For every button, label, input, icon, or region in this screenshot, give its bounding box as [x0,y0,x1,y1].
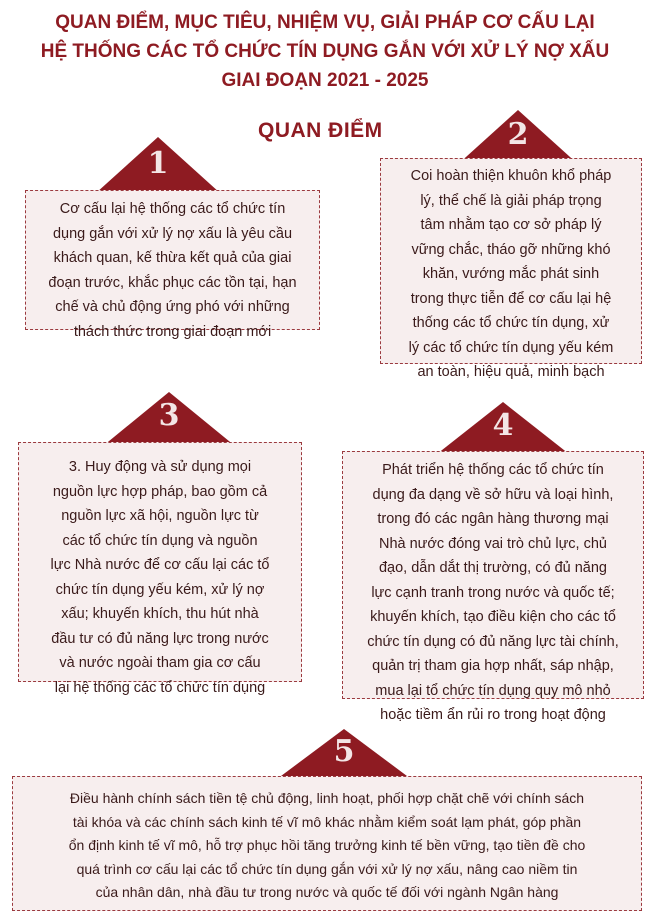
item-1-line: thách thức trong giai đoạn mới [73,323,272,340]
item-3-line: nguồn lực xã hội, nguồn lực từ [61,508,259,524]
page-title [10,8,640,95]
item-5-line: của nhân dân, nhà đầu tư trong nước và quốc tế đối với ngành Ngân hàng [95,884,559,900]
item-4-line: hoặc tiềm ẩn rủi ro trong hoạt động [380,707,606,723]
item-5-line: quá trình cơ cấu lại các tổ chức tín dụng gắn với xử lý nợ xấu, nâng cao niềm tin [76,860,578,877]
item-4-line: dụng đa dạng về sở hữu và loại hình, [372,486,614,503]
item-4-line: Nhà nước đóng vai trò chủ lực, chủ [378,535,607,552]
item-4-box [342,451,644,723]
item-5-line: Điều hành chính sách tiền tệ chủ động, linh hoạt, phối hợp chặt chẽ với chính sách [69,790,585,806]
item-1-line: dụng gắn với xử lý nợ xấu là yêu cầu [52,225,293,242]
item-1-line: khách quan, kế thừa kết quả của giai [53,250,292,266]
item-2-line: lý, thể chế là giải pháp trọng [420,192,602,209]
item-3-box [18,442,302,696]
number-4: 4 [492,408,514,443]
item-1-box [25,190,320,340]
item-4-line: khuyến khích, tạo điều kiện cho các tổ [370,609,616,625]
item-3-line: chức tín dụng yếu kém, xử lý nợ [55,581,265,598]
item-4-line: quản trị tham gia hợp nhất, sáp nhập, [372,658,614,674]
title-line-3: GIAI ĐOẠN 2021 - 2025 [221,70,429,91]
item-3-line: xấu; khuyến khích, thu hút nhà [61,606,259,622]
number-1: 1 [147,146,169,181]
item-4-line: mua lại tổ chức tín dụng quy mô nhỏ [375,682,611,699]
item-4-line: Phát triển hệ thống các tổ chức tín [382,462,604,478]
item-2-line: an toàn, hiệu quả, minh bạch [417,364,605,380]
item-3-line: và nước ngoài tham gia cơ cấu [59,655,261,671]
item-2-line: thống các tổ chức tín dụng, xử [412,315,610,331]
item-1-line: Cơ cấu lại hệ thống các tổ chức tín [59,201,286,217]
number-5: 5 [333,734,355,769]
item-2-line: khăn, vướng mắc phát sinh [422,266,600,282]
item-1-line: chế và chủ động ứng phó với những [55,299,290,315]
item-5-line: ổn định kinh tế vĩ mô, hỗ trợ phục hồi tăng trưởng kinh tế bền vững, tạo tiền đề cho [68,837,586,853]
item-2-line: tâm nhằm tạo cơ sở pháp lý [420,217,602,233]
item-2-line: trong thực tiễn để cơ cấu lại hệ [410,290,612,307]
section-heading: QUAN ĐIỂM [258,119,383,142]
item-3-line: đầu tư có đủ năng lực trong nước [51,630,269,647]
item-5-box [12,776,642,911]
title-line-1: QUAN ĐIỂM, MỤC TIÊU, NHIỆM VỤ, GIẢI PHÁP CƠ CẤU LẠI [55,12,595,33]
item-1-line: đoạn trước, khắc phục các tồn tại, hạn [48,274,297,291]
number-3: 3 [158,398,180,433]
item-4-line: chức tín dụng có đủ năng lực tài chính, [367,633,619,650]
item-4-line: trong đó các ngân hàng thương mại [377,511,609,527]
number-2: 2 [507,117,529,152]
item-3-line: 3. Huy động và sử dụng mọi [68,459,252,475]
item-3-line: các tổ chức tín dụng và nguồn [62,532,258,549]
item-3-line: lại hệ thống các tổ chức tín dụng [54,679,266,696]
item-3-line: lực Nhà nước để cơ cấu lại các tổ [50,557,270,573]
item-2-box [380,158,642,380]
item-2-line: Coi hoàn thiện khuôn khổ pháp [410,168,612,184]
item-4-line: lực cạnh tranh trong nước và quốc tế; [371,584,615,601]
item-3-line: nguồn lực hợp pháp, bao gồm cả [52,483,268,500]
title-line-2: HỆ THỐNG CÁC TỔ CHỨC TÍN DỤNG GẮN VỚI XỬ LÝ NỢ XẤU [40,41,610,62]
item-2-line: lý các tổ chức tín dụng yếu kém [408,339,614,356]
item-2-line: vững chắc, tháo gỡ những khó [411,241,611,258]
item-4-line: đạo, dẫn dắt thị trường, có đủ năng [378,560,607,576]
item-5-line: tài khóa và các chính sách kinh tế vĩ mô khác nhằm kiểm soát lạm phát, góp phần [72,813,582,830]
